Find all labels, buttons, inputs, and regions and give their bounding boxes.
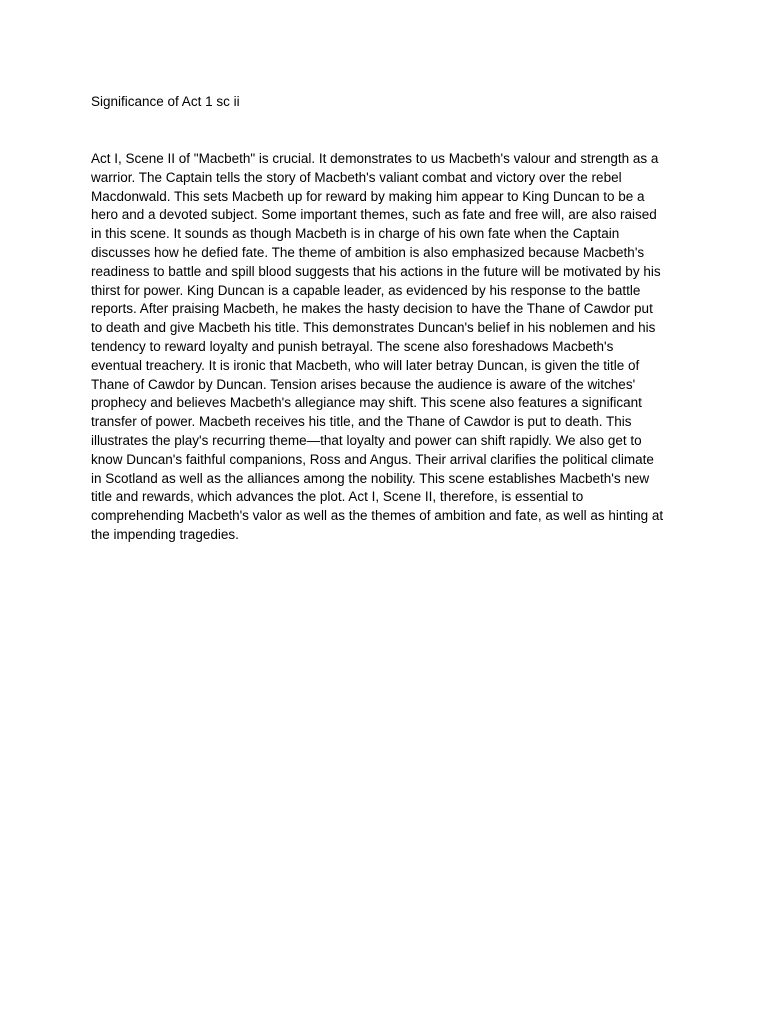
paragraph-line: to death and give Macbeth his title. This demonstrates Duncan's belief in his noblemen and his	[91, 320, 656, 336]
paragraph-line: Thane of Cawdor by Duncan. Tension arises because the audience is aware of the witches'	[91, 376, 636, 392]
paragraph-line: eventual treachery. It is ironic that Macbeth, who will later betray Duncan, is given the title of	[91, 357, 640, 373]
paragraph-line: in Scotland as well as the alliances among the nobility. This scene establishes Macbeth's new	[91, 470, 650, 486]
paragraph-line: prophecy and believes Macbeth's allegiance may shift. This scene also features a significant	[91, 395, 642, 411]
paragraph-line: know Duncan's faithful companions, Ross and Angus. Their arrival clarifies the political climate	[91, 451, 654, 467]
paragraph-line: illustrates the play's recurring theme—that loyalty and power can shift rapidly. We also get to	[91, 432, 642, 448]
paragraph-line: discusses how he defied fate. The theme of ambition is also emphasized because Macbeth's	[91, 244, 645, 260]
paragraph-line: tendency to reward loyalty and punish betrayal. The scene also foreshadows Macbeth's	[91, 338, 614, 354]
paragraph-line: readiness to battle and spill blood suggests that his actions in the future will be motivated by his	[91, 263, 661, 279]
paragraph-line: thirst for power. King Duncan is a capable leader, as evidenced by his response to the battle	[91, 282, 641, 298]
paragraph-line: transfer of power. Macbeth receives his title, and the Thane of Cawdor is put to death. This	[91, 414, 632, 430]
paragraph-line: comprehending Macbeth's valor as well as the themes of ambition and fate, as well as hinting at	[91, 508, 664, 524]
paragraph-line: reports. After praising Macbeth, he makes the hasty decision to have the Thane of Cawdor put	[91, 301, 653, 317]
paragraph-line: in this scene. It sounds as though Macbeth is in charge of his own fate when the Captain	[91, 226, 620, 242]
paragraph-line: title and rewards, which advances the plot. Act I, Scene II, therefore, is essential to	[91, 489, 584, 505]
paragraph-line: Act I, Scene II of "Macbeth" is crucial. It demonstrates to us Macbeth's valour and strength as a	[91, 151, 659, 166]
paragraph-line: Macdonwald. This sets Macbeth up for reward by making him appear to King Duncan to be a	[91, 188, 645, 204]
paragraph-line: warrior. The Captain tells the story of Macbeth's valiant combat and victory over the rebel	[91, 169, 622, 185]
paragraph-line: the impending tragedies.	[91, 526, 239, 542]
paragraph-line: hero and a devoted subject. Some important themes, such as fate and free will, are also raised	[91, 207, 657, 223]
document-title: Significance of Act 1 sc ii	[91, 94, 240, 109]
body-paragraph	[91, 150, 691, 545]
